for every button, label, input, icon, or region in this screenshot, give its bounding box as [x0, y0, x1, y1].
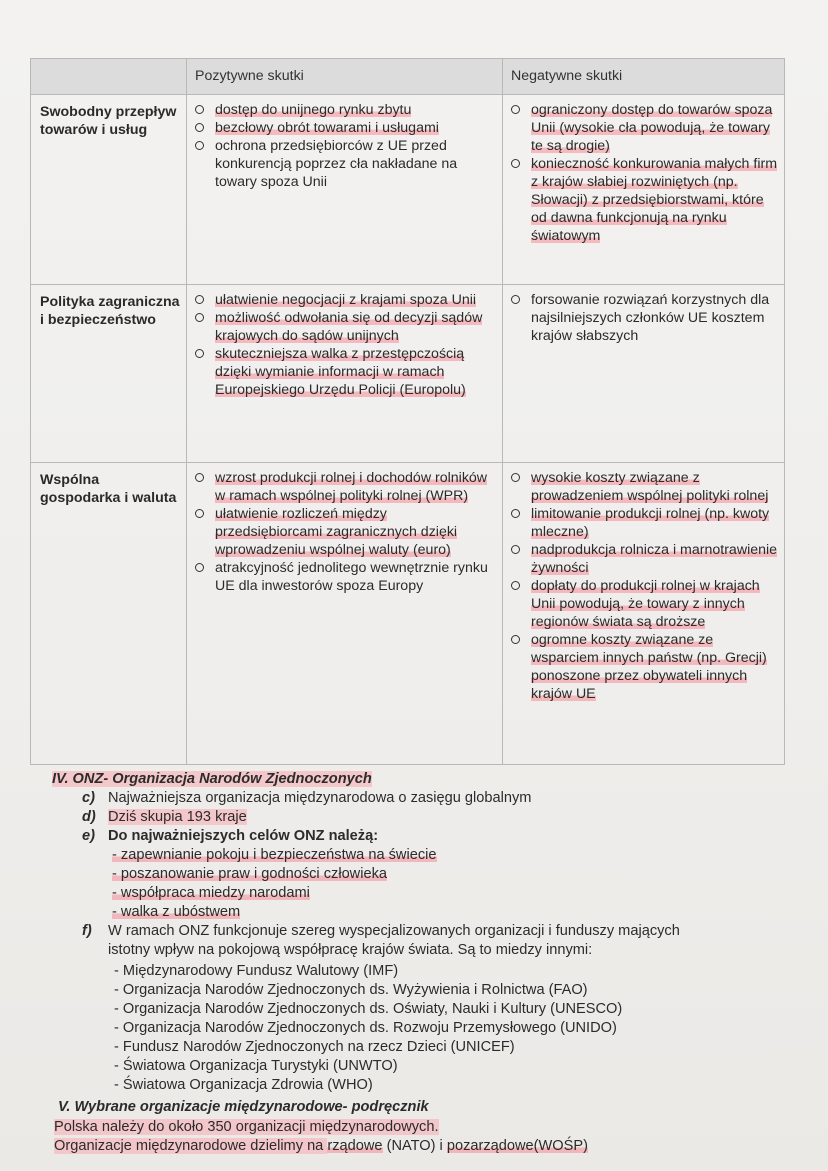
- org-item: - Organizacja Narodów Zjednoczonych ds. Oświaty, Nauki i Kultury (UNESCO): [114, 1001, 623, 1017]
- list-item: forsowanie rozwiązań korzystnych dla najsilniejszych członków UE kosztem krajów słabszych: [509, 291, 780, 345]
- goal-item: - walka z ubóstwem: [112, 904, 241, 920]
- org-item: - Organizacja Narodów Zjednoczonych ds. Wyżywienia i Rolnictwa (FAO): [114, 982, 588, 998]
- list-item: wzrost produkcji rolnej i dochodów rolników w ramach wspólnej polityki rolnej (WPR): [193, 469, 498, 505]
- onz-point-e: e) Do najważniejszych celów ONZ należą:: [82, 828, 379, 844]
- onz-point-c: c) Najważniejsza organizacja międzynarodowa o zasięgu globalnym: [82, 790, 532, 806]
- onz-point-f: f) W ramach ONZ funkcjonuje szereg wyspecjalizowanych organizacji i funduszy mających: [82, 923, 680, 939]
- table-row: [31, 285, 785, 463]
- header-blank: [31, 59, 187, 95]
- negative-cell: [503, 463, 785, 765]
- positive-cell: [187, 285, 503, 463]
- list-item: ograniczony dostęp do towarów spoza Unii (wysokie cła powodują, że towary te są drogie): [509, 101, 780, 155]
- goal-item: - poszanowanie praw i godności człowieka: [112, 866, 387, 882]
- onz-point-f-cont: istotny wpływ na pokojową współpracę krajów świata. Są to miedzy innymi:: [108, 942, 593, 958]
- org-item: - Światowa Organizacja Zdrowia (WHO): [114, 1077, 373, 1093]
- goal-item: - współpraca miedzy narodami: [112, 885, 310, 901]
- onz-point-d: d) Dziś skupia 193 kraje: [82, 809, 247, 825]
- list-item: ochrona przedsiębiorców z UE przed konkurencją poprzez cła nakładane na towary spoza Unii: [193, 137, 498, 191]
- list-item: nadprodukcja rolnicza i marnotrawienie żywności: [509, 541, 780, 577]
- onz-heading: IV. ONZ- Organizacja Narodów Zjednoczonych: [52, 771, 372, 787]
- list-item: dostęp do unijnego rynku zbytu: [193, 101, 498, 119]
- org-item: - Międzynarodowy Fundusz Walutowy (IMF): [114, 963, 399, 979]
- list-item: bezcłowy obrót towarami i usługami: [193, 119, 498, 137]
- negative-cell: [503, 285, 785, 463]
- row-label: Swobodny przepływ towarów i usług: [31, 95, 187, 285]
- table-header-row: [31, 59, 785, 95]
- org-item: - Organizacja Narodów Zjednoczonych ds. Rozwoju Przemysłowego (UNIDO): [114, 1020, 617, 1036]
- list-item: ułatwienie rozliczeń między przedsiębiorcami zagranicznych dzięki wprowadzeniu wspólnej waluty (euro): [193, 505, 498, 559]
- list-item: konieczność konkurowania małych firm z krajów słabiej rozwiniętych (np. Słowacji) z przedsiębiorstwami, które od dawna funkcjonują na rynku światowym: [509, 155, 780, 245]
- row-label: Wspólna gospodarka i waluta: [31, 463, 187, 765]
- table-row: [31, 463, 785, 765]
- list-item: możliwość odwołania się od decyzji sądów krajowych do sądów unijnych: [193, 309, 498, 345]
- list-item: ułatwienie negocjacji z krajami spoza Unii: [193, 291, 498, 309]
- org-item: - Światowa Organizacja Turystyki (UNWTO): [114, 1058, 398, 1074]
- row-label: Polityka zagraniczna i bezpieczeństwo: [31, 285, 187, 463]
- eu-effects-table: [30, 58, 785, 765]
- header-negative: Negatywne skutki: [503, 59, 785, 95]
- header-positive: Pozytywne skutki: [187, 59, 503, 95]
- table-row: [31, 95, 785, 285]
- list-item: limitowanie produkcji rolnej (np. kwoty mleczne): [509, 505, 780, 541]
- list-item: atrakcyjność jednolitego wewnętrznie rynku UE dla inwestorów spoza Europy: [193, 559, 498, 595]
- list-item: ogromne koszty związane ze wsparciem innych państw (np. Grecji) ponoszone przez obywateli innych krajów UE: [509, 631, 780, 703]
- negative-cell: [503, 95, 785, 285]
- section-five-line2: Organizacje międzynarodowe dzielimy na rządowe (NATO) i pozarządowe(WOŚP): [54, 1138, 588, 1154]
- list-item: wysokie koszty związane z prowadzeniem wspólnej polityki rolnej: [509, 469, 780, 505]
- positive-cell: [187, 463, 503, 765]
- org-item: - Fundusz Narodów Zjednoczonych na rzecz Dzieci (UNICEF): [114, 1039, 515, 1055]
- list-item: skuteczniejsza walka z przestępczością dzięki wymianie informacji w ramach Europejskiego Urzędu Policji (Europolu): [193, 345, 498, 399]
- goal-item: - zapewnianie pokoju i bezpieczeństwa na świecie: [112, 847, 437, 863]
- positive-cell: [187, 95, 503, 285]
- section-five-heading: V. Wybrane organizacje międzynarodowe- podręcznik: [58, 1099, 429, 1115]
- list-item: dopłaty do produkcji rolnej w krajach Unii powodują, że towary z innych regionów świata są droższe: [509, 577, 780, 631]
- section-five-line1: Polska należy do około 350 organizacji międzynarodowych.: [54, 1119, 439, 1135]
